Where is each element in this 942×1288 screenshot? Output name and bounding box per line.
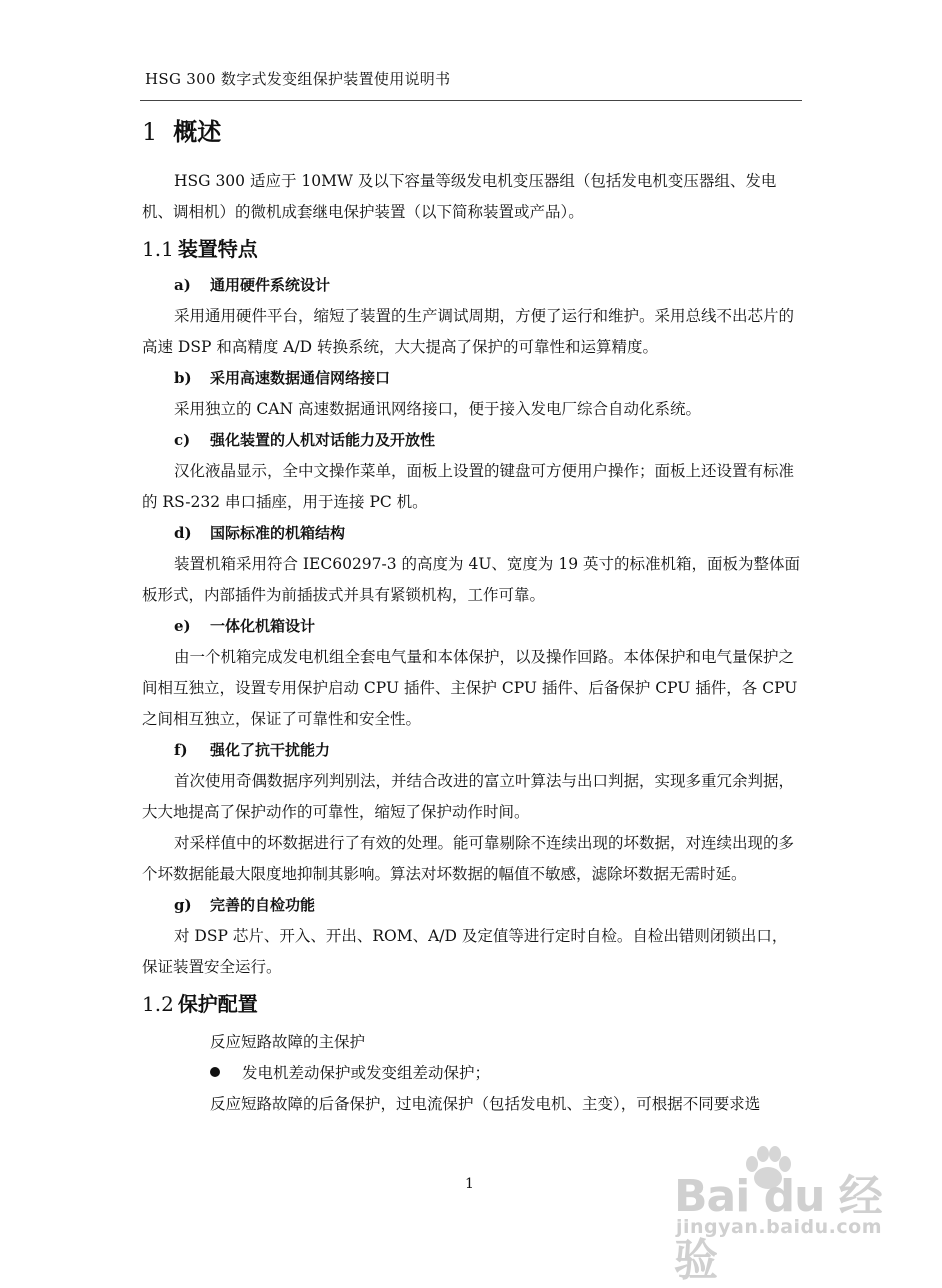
- baidu-jingyan-watermark: [668, 1142, 908, 1286]
- page-content: [142, 112, 802, 1120]
- feature-paragraph: 首次使用奇偶数据序列判别法，并结合改进的富立叶算法与出口判据，实现多重冗余判据，大大地提高了保护动作的可靠性，缩短了保护动作时间。: [142, 772, 795, 821]
- feature-paragraph: 对采样值中的坏数据进行了有效的处理。能可靠剔除不连续出现的坏数据，对连续出现的多个坏数据能最大限度地抑制其影响。算法对坏数据的幅值不敏感，滤除坏数据无需时延。: [142, 834, 795, 883]
- feature-heading: c) 强化装置的人机对话能力及开放性: [174, 431, 436, 449]
- feature-list: [142, 270, 802, 983]
- watermark-url: jingyan.baidu.com: [676, 1216, 882, 1238]
- feature-paragraph: 由一个机箱完成发电机组全套电气量和本体保护，以及操作回路。本体保护和电气量保护之间相互独立，设置专用保护启动 CPU 插件、主保护 CPU 插件、后备保护 CPU 插件，各 CPU 之间相互独立，保证了可靠性和安全性。: [142, 648, 798, 728]
- protection-line-1: 反应短路故障的主保护: [210, 1033, 366, 1051]
- bullet-dot-icon: [210, 1067, 220, 1077]
- feature-heading: d) 国际标准的机箱结构: [174, 524, 346, 542]
- feature-heading: a) 通用硬件系统设计: [174, 276, 331, 294]
- bullet-item: 发电机差动保护或发变组差动保护；: [142, 1058, 802, 1089]
- section-1-title: 概述: [173, 118, 222, 146]
- section-1-heading: [142, 112, 802, 152]
- section-1-intro: HSG 300 适应于 10MW 及以下容量等级发电机变压器组（包括发电机变压器组、发电机、调相机）的微机成套继电保护装置（以下简称装置或产品）。: [142, 172, 777, 221]
- feature-paragraph: 汉化液晶显示，全中文操作菜单，面板上设置的键盘可方便用户操作；面板上还设置有标准的 RS-232 串口插座，用于连接 PC 机。: [142, 462, 795, 511]
- header-rule: [140, 100, 802, 101]
- protection-line-2: 反应短路故障的后备保护，过电流保护（包括发电机、主变），可根据不同要求选: [210, 1095, 761, 1113]
- feature-heading: f) 强化了抗干扰能力: [174, 741, 331, 759]
- watermark-logo-text: Bai du 经验: [674, 1171, 882, 1286]
- feature-paragraph: 采用通用硬件平台，缩短了装置的生产调试周期，方便了运行和维护。采用总线不出芯片的高速 DSP 和高精度 A/D 转换系统，大大提高了保护的可靠性和运算精度。: [142, 307, 795, 356]
- section-1-1-title: 装置特点: [177, 237, 258, 261]
- section-1-2-title: 保护配置: [177, 992, 258, 1016]
- section-1-2-heading: [142, 985, 802, 1023]
- section-1-1-heading: [142, 230, 802, 268]
- feature-heading: e) 一体化机箱设计: [174, 617, 316, 635]
- page-number: 1: [465, 1176, 474, 1192]
- running-header: HSG 300 数字式发变组保护装置使用说明书: [145, 70, 451, 88]
- section-1-2-number: 1.2: [142, 992, 174, 1016]
- section-1-1-number: 1.1: [142, 237, 174, 261]
- feature-paragraph: 装置机箱采用符合 IEC60297-3 的高度为 4U、宽度为 19 英寸的标准机箱，面板为整体面板形式，内部插件为前插拔式并具有紧锁机构，工作可靠。: [142, 555, 800, 604]
- feature-heading: b) 采用高速数据通信网络接口: [174, 369, 391, 387]
- feature-heading: g) 完善的自检功能: [174, 896, 316, 914]
- section-1-number: 1: [142, 118, 158, 146]
- feature-paragraph: 采用独立的 CAN 高速数据通讯网络接口，便于接入发电厂综合自动化系统。: [174, 400, 701, 418]
- feature-paragraph: 对 DSP 芯片、开入、开出、ROM、A/D 及定值等进行定时自检。自检出错则闭锁出口，保证装置安全运行。: [142, 927, 788, 976]
